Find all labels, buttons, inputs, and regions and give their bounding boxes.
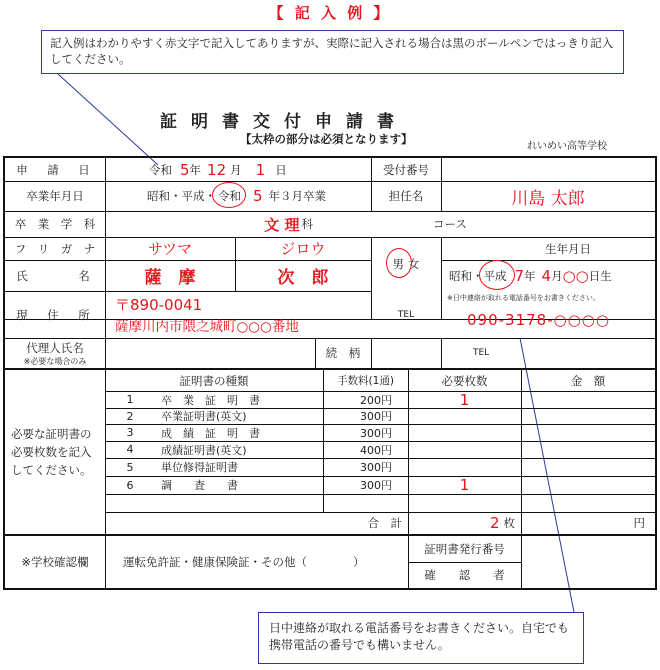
address-label: 現 住 所 [16, 307, 94, 322]
teacher-label: 担任名 [388, 189, 424, 203]
cert-amount[interactable] [521, 458, 655, 476]
cert-fee: 300円 [360, 479, 392, 492]
proxy-label: 代理人氏名 [26, 340, 84, 355]
apply-date-label: 申 請 日 [16, 162, 94, 177]
cert-name: 単位修得証明書 [161, 461, 238, 474]
name-label: 氏 名 [16, 268, 94, 283]
cert-fee: 300円 [360, 426, 392, 440]
receipt-no-field[interactable] [441, 158, 655, 181]
day-unit: 日 [275, 162, 287, 177]
birth-era: 昭和・ [449, 268, 484, 283]
birth-month-unit: 月 [551, 268, 563, 283]
apply-year: 5 [180, 160, 190, 179]
cert-qty[interactable]: 1 [459, 390, 470, 409]
cert-no: 5 [126, 460, 134, 474]
cert-name: 卒 業 証 明 書 [161, 393, 260, 407]
dept-suffix: 科 [301, 217, 313, 231]
birth-year-unit: 年 [524, 268, 536, 283]
cert-amount[interactable] [521, 391, 655, 408]
required-note: 【太枠の部分は必須となります】 [240, 132, 413, 146]
school-name: れいめい高等学校 [527, 141, 607, 152]
cert-name: 成 績 証 明 書 [161, 426, 260, 440]
month-unit: 月 [230, 162, 242, 177]
birth-day-unit: 日生 [588, 268, 612, 283]
cert-name: 調 査 書 [161, 479, 238, 492]
furigana-first[interactable]: ジロウ [280, 240, 326, 258]
proxy-name-field[interactable] [105, 338, 315, 368]
address-text: 薩摩川内市隈之城町○○○番地 [115, 319, 299, 335]
confirm-label: 確 認 者 [424, 568, 505, 582]
cert-qty[interactable] [408, 441, 521, 458]
instruction-note: 記入例はわかりやすく赤文字で記入してありますが、実際に記入される場合は黒のボールペンではっきり記入してください。 [41, 30, 624, 74]
cert-amount[interactable] [521, 424, 655, 441]
teacher-field[interactable]: 川島 太郎 [511, 188, 585, 209]
relation-label: 続 柄 [325, 346, 361, 360]
dept-value: 文 理 [264, 215, 300, 234]
cert-qty[interactable] [408, 458, 521, 476]
cert-no: 3 [126, 426, 134, 439]
id-check[interactable]: 運転免許証・健康保険証・その他（ ） [123, 555, 365, 569]
birth-era-selected: 平成 [484, 268, 507, 284]
cert-header-fee: 手数料(1通) [337, 375, 394, 387]
apply-era: 令和 [149, 162, 172, 177]
example-title: 【 記 入 例 】 [268, 4, 392, 22]
document-title: 証明書交付申請書 [160, 112, 408, 132]
cert-qty[interactable] [408, 408, 521, 424]
course-field[interactable]: コース [433, 217, 467, 231]
cert-name: 卒業証明書(英文) [161, 410, 247, 423]
cert-name: 成績証明書(英文) [161, 443, 247, 457]
grad-year: 5 [253, 187, 263, 205]
zip-code: 〒890-0041 [115, 296, 203, 314]
sex-male: 男 [393, 256, 405, 272]
proxy-sub: ※必要な場合のみ [23, 356, 87, 366]
phone-field[interactable]: 090-3178-○○○○ [467, 311, 610, 329]
name-first[interactable]: 次 郎 [277, 268, 329, 288]
phone-callout: 日中連絡が取れる電話番号をお書きください。自宅でも携帯電話の番号でも構いません。 [258, 612, 584, 664]
cert-no: 2 [126, 409, 134, 423]
total-label: 合 計 [367, 516, 402, 530]
apply-date-field[interactable] [105, 158, 371, 181]
cert-amount[interactable] [521, 441, 655, 458]
cert-header-amount: 金 額 [570, 373, 606, 388]
cert-amount[interactable] [521, 476, 655, 494]
proxy-label-cell [5, 338, 105, 368]
birth-day: ○○ [562, 266, 589, 285]
cert-fee: 300円 [360, 461, 392, 474]
apply-month: 12 [207, 160, 227, 179]
furigana-last[interactable]: サツマ [147, 240, 193, 258]
dept-label: 卒 業 学 科 [14, 217, 96, 231]
dept-field[interactable] [105, 211, 371, 237]
application-form [3, 156, 657, 590]
cert-fee: 200円 [360, 393, 392, 407]
grad-era-selected: 令和 [216, 188, 243, 204]
address-tel-label: TEL [397, 309, 415, 320]
birth-field[interactable] [441, 260, 655, 291]
grad-date-label: 卒業年月日 [26, 189, 84, 203]
name-last[interactable]: 薩 摩 [144, 268, 196, 288]
cert-section-label: 必要な証明書の必要枚数を記入してください。 [11, 427, 92, 477]
cert-header-type: 証明書の種類 [179, 373, 249, 388]
birth-year: 7 [514, 266, 525, 285]
total-qty: 2 [489, 514, 500, 532]
year-unit: 年 [189, 162, 202, 177]
grad-date-field[interactable] [105, 181, 371, 211]
cert-no: 4 [126, 443, 134, 456]
issue-no-label: 証明書発行番号 [424, 542, 505, 556]
qty-unit: 枚 [503, 516, 515, 530]
birth-month: 4 [541, 266, 552, 285]
apply-day: 1 [255, 160, 266, 179]
phone-note: ※日中連絡が取れる電話番号をお書きください。 [447, 294, 600, 302]
cert-qty[interactable] [408, 424, 521, 441]
relation-field[interactable] [371, 338, 441, 368]
sex-field[interactable] [371, 237, 441, 291]
sex-female: 女 [408, 257, 420, 271]
address-field[interactable] [105, 291, 371, 338]
school-check-label: ※学校確認欄 [21, 555, 89, 569]
cert-fee: 400円 [360, 443, 392, 457]
receipt-no-label: 受付番号 [383, 162, 429, 177]
grad-suffix: 年３月卒業 [268, 189, 327, 203]
cert-no: 1 [126, 393, 134, 406]
total-amount[interactable]: 円 [633, 516, 645, 530]
cert-header-qty: 必要枚数 [441, 373, 488, 388]
cert-no: 6 [126, 478, 134, 492]
birth-label: 生年月日 [545, 241, 591, 256]
furigana-label: フ リ ガ ナ [14, 241, 96, 256]
grad-eras: 昭和・平成・ [147, 189, 216, 203]
total-qty-cell [408, 512, 521, 534]
cert-amount[interactable] [521, 408, 655, 424]
proxy-tel-label: TEL [473, 348, 490, 358]
cert-fee: 300円 [360, 410, 392, 423]
cert-qty[interactable]: 1 [459, 476, 470, 494]
